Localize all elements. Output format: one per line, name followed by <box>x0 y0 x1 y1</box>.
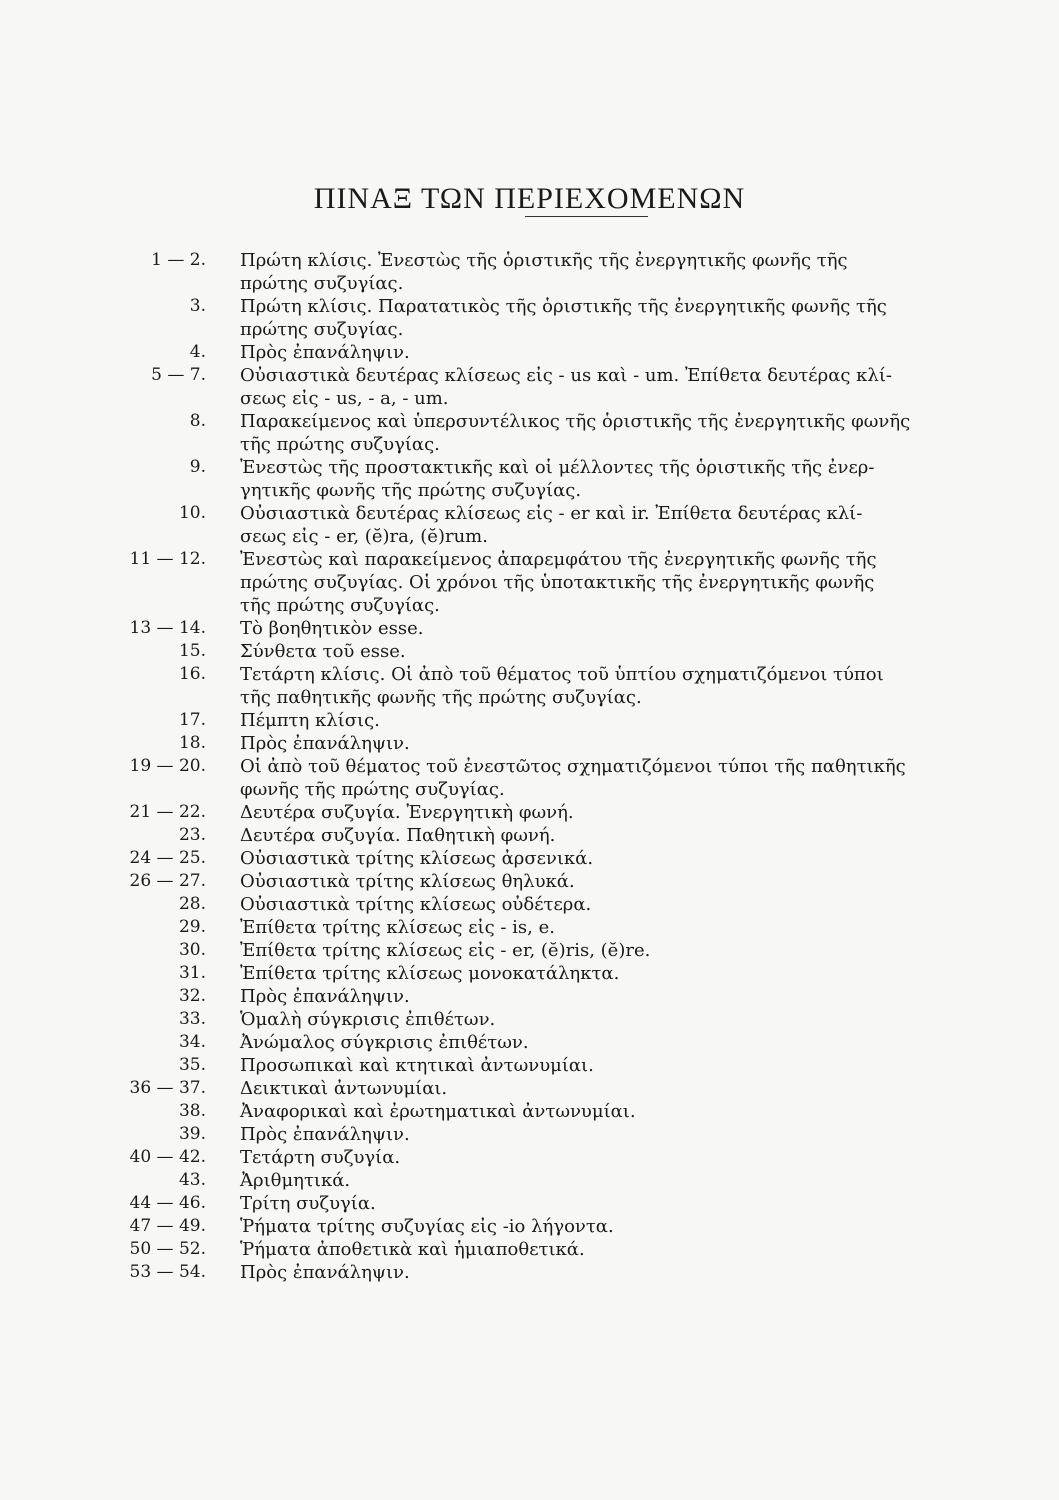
toc-entry-text <box>240 249 960 295</box>
toc-entry-text <box>240 341 960 364</box>
toc-entry <box>0 847 1059 870</box>
toc-entry-number: 30. <box>178 940 206 960</box>
toc-entry-text <box>240 617 960 640</box>
table-of-contents <box>0 249 1059 1284</box>
toc-entry-text <box>240 709 960 732</box>
toc-entry-number: 35. <box>178 1055 206 1075</box>
toc-entry-text <box>240 1100 960 1123</box>
toc-entry-line: Ἐνεστὼς καὶ παρακείμενος ἀπαρεμφάτου τῆς ἐνεργητικῆς φωνῆς τῆς <box>240 549 877 570</box>
toc-entry-line: Οἱ ἀπὸ τοῦ θέματος τοῦ ἐνεστῶτος σχηματιζόμενοι τύποι τῆς παθητικῆς <box>240 756 906 777</box>
toc-entry-text <box>240 1261 960 1284</box>
toc-entry-number: 18. <box>178 733 206 753</box>
toc-entry-text <box>240 732 960 755</box>
toc-entry <box>0 870 1059 893</box>
toc-entry-line: πρώτης συζυγίας. <box>240 319 404 340</box>
toc-entry-number: 10. <box>178 503 206 523</box>
toc-entry <box>0 1123 1059 1146</box>
toc-entry-line: τῆς παθητικῆς φωνῆς τῆς πρώτης συζυγίας. <box>240 687 642 708</box>
toc-entry <box>0 893 1059 916</box>
toc-entry <box>0 985 1059 1008</box>
toc-entry-number: 47 — 49. <box>129 1216 206 1236</box>
toc-entry-text <box>240 410 960 456</box>
toc-entry <box>0 1146 1059 1169</box>
toc-entry-text <box>240 1192 960 1215</box>
toc-entry-text <box>240 1031 960 1054</box>
toc-entry <box>0 732 1059 755</box>
toc-entry-line: Δευτέρα συζυγία. Ἐνεργητικὴ φωνή. <box>240 802 574 823</box>
toc-entry-number: 44 — 46. <box>129 1193 206 1213</box>
toc-entry-text <box>240 1123 960 1146</box>
toc-entry <box>0 1215 1059 1238</box>
toc-entry-line: Σύνθετα τοῦ esse. <box>240 641 406 662</box>
toc-entry-text <box>240 847 960 870</box>
toc-entry-line: Πρώτη κλίσις. Παρατατικὸς τῆς ὁριστικῆς τῆς ἐνεργητικῆς φωνῆς τῆς <box>240 296 887 317</box>
toc-entry-number: 8. <box>189 411 206 431</box>
toc-entry-text <box>240 1054 960 1077</box>
toc-entry-line: Ῥήματα τρίτης συζυγίας εἰς -io λήγοντα. <box>240 1216 614 1237</box>
toc-entry-number: 33. <box>178 1009 206 1029</box>
toc-entry <box>0 1238 1059 1261</box>
toc-entry-line: Πέμπτη κλίσις. <box>240 710 380 731</box>
toc-entry-number: 40 — 42. <box>129 1147 206 1167</box>
toc-entry-line: Ἀνώμαλος σύγκρισις ἐπιθέτων. <box>240 1032 529 1053</box>
toc-entry-line: σεως εἰς - er, (ĕ)ra, (ĕ)rum. <box>240 526 488 547</box>
toc-entry-text <box>240 962 960 985</box>
toc-entry-number: 28. <box>178 894 206 914</box>
toc-entry-line: Πρὸς ἐπανάληψιν. <box>240 1262 410 1283</box>
toc-entry-number: 50 — 52. <box>129 1239 206 1259</box>
toc-entry-line: Δευτέρα συζυγία. Παθητικὴ φωνή. <box>240 825 556 846</box>
toc-entry <box>0 962 1059 985</box>
toc-entry-number: 3. <box>189 296 206 316</box>
toc-entry <box>0 801 1059 824</box>
toc-entry-number: 5 — 7. <box>151 365 206 385</box>
toc-entry-number: 53 — 54. <box>129 1262 206 1282</box>
toc-entry-text <box>240 1146 960 1169</box>
toc-entry-text <box>240 456 960 502</box>
toc-entry-number: 9. <box>189 457 206 477</box>
toc-entry-text <box>240 985 960 1008</box>
toc-entry-text <box>240 916 960 939</box>
toc-entry <box>0 548 1059 617</box>
toc-entry <box>0 1054 1059 1077</box>
toc-entry-number: 15. <box>178 641 206 661</box>
toc-entry-line: φωνῆς τῆς πρώτης συζυγίας. <box>240 779 505 800</box>
toc-entry <box>0 456 1059 502</box>
toc-entry-line: Ὁμαλὴ σύγκρισις ἐπιθέτων. <box>240 1009 496 1030</box>
toc-entry <box>0 364 1059 410</box>
toc-entry-number: 24 — 25. <box>129 848 206 868</box>
toc-entry-line: Πρὸς ἐπανάληψιν. <box>240 1124 410 1145</box>
toc-entry-text <box>240 1215 960 1238</box>
toc-entry-line: Δεικτικαὶ ἀντωνυμίαι. <box>240 1078 448 1099</box>
toc-entry <box>0 1192 1059 1215</box>
toc-entry-text <box>240 801 960 824</box>
toc-entry-text <box>240 755 960 801</box>
toc-entry-line: Τὸ βοηθητικὸν esse. <box>240 618 424 639</box>
toc-entry-line: Οὐσιαστικὰ δευτέρας κλίσεως εἰς - er καὶ ir. Ἐπίθετα δευτέρας κλί- <box>240 503 863 524</box>
toc-entry-number: 11 — 12. <box>129 549 206 569</box>
toc-entry-line: Πρώτη κλίσις. Ἐνεστὼς τῆς ὁριστικῆς τῆς ἐνεργητικῆς φωνῆς τῆς <box>240 250 848 271</box>
toc-entry-line: Πρὸς ἐπανάληψιν. <box>240 986 410 1007</box>
toc-entry <box>0 824 1059 847</box>
toc-entry-number: 32. <box>178 986 206 1006</box>
toc-entry <box>0 1261 1059 1284</box>
toc-entry-line: Ἐπίθετα τρίτης κλίσεως εἰς - er, (ĕ)ris, (ĕ)re. <box>240 940 651 961</box>
toc-entry-number: 38. <box>178 1101 206 1121</box>
toc-entry <box>0 1031 1059 1054</box>
toc-entry <box>0 1008 1059 1031</box>
toc-entry-number: 21 — 22. <box>129 802 206 822</box>
toc-entry-number: 1 — 2. <box>151 250 206 270</box>
toc-entry-line: τῆς πρώτης συζυγίας. <box>240 595 440 616</box>
toc-entry-line: Ἐνεστὼς τῆς προστακτικῆς καὶ οἱ μέλλοντες τῆς ὁριστικῆς τῆς ἐνερ- <box>240 457 875 478</box>
toc-entry-line: πρώτης συζυγίας. <box>240 273 404 294</box>
toc-entry-text <box>240 939 960 962</box>
toc-entry-line: Ἀριθμητικά. <box>240 1170 351 1191</box>
toc-entry-line: Ἀναφορικαὶ καὶ ἐρωτηματικαὶ ἀντωνυμίαι. <box>240 1101 636 1122</box>
toc-entry-number: 4. <box>189 342 206 362</box>
toc-entry-text <box>240 364 960 410</box>
toc-entry-line: Ῥήματα ἀποθετικὰ καὶ ἡμιαποθετικά. <box>240 1239 585 1260</box>
toc-entry-number: 34. <box>178 1032 206 1052</box>
toc-entry-text <box>240 893 960 916</box>
toc-entry-number: 39. <box>178 1124 206 1144</box>
toc-entry-number: 36 — 37. <box>129 1078 206 1098</box>
toc-entry-line: Πρὸς ἐπανάληψιν. <box>240 342 410 363</box>
toc-entry-number: 19 — 20. <box>129 756 206 776</box>
toc-entry-number: 13 — 14. <box>129 618 206 638</box>
toc-entry-line: Προσωπικαὶ καὶ κτητικαὶ ἀντωνυμίαι. <box>240 1055 594 1076</box>
toc-entry <box>0 617 1059 640</box>
toc-entry-line: Ἐπίθετα τρίτης κλίσεως μονοκατάληκτα. <box>240 963 620 984</box>
title-rule <box>525 216 648 217</box>
toc-entry-line: Τετάρτη κλίσις. Οἱ ἀπὸ τοῦ θέματος τοῦ ὑπτίου σχηματιζόμενοι τύποι <box>240 664 884 685</box>
toc-entry <box>0 410 1059 456</box>
toc-entry-line: Πρὸς ἐπανάληψιν. <box>240 733 410 754</box>
toc-entry-text <box>240 1238 960 1261</box>
toc-entry-line: Ἐπίθετα τρίτης κλίσεως εἰς - is, e. <box>240 917 555 938</box>
toc-entry <box>0 640 1059 663</box>
toc-entry-line: τῆς πρώτης συζυγίας. <box>240 434 440 455</box>
toc-entry <box>0 916 1059 939</box>
toc-entry-line: γητικῆς φωνῆς τῆς πρώτης συζυγίας. <box>240 480 582 501</box>
toc-entry-text <box>240 870 960 893</box>
toc-entry-line: Τρίτη συζυγία. <box>240 1193 376 1214</box>
toc-entry-number: 16. <box>178 664 206 684</box>
toc-entry-text <box>240 824 960 847</box>
toc-entry <box>0 1077 1059 1100</box>
toc-entry-line: Οὐσιαστικὰ τρίτης κλίσεως οὐδέτερα. <box>240 894 592 915</box>
toc-entry-text <box>240 663 960 709</box>
toc-entry <box>0 709 1059 732</box>
toc-entry <box>0 341 1059 364</box>
toc-entry <box>0 755 1059 801</box>
toc-entry-line: σεως εἰς - us, - a, - um. <box>240 388 449 409</box>
toc-entry <box>0 295 1059 341</box>
toc-entry-number: 31. <box>178 963 206 983</box>
toc-entry-line: Οὐσιαστικὰ δευτέρας κλίσεως εἰς - us καὶ - um. Ἐπίθετα δευτέρας κλί- <box>240 365 892 386</box>
toc-entry-text <box>240 640 960 663</box>
toc-entry-text <box>240 1077 960 1100</box>
toc-entry-line: Τετάρτη συζυγία. <box>240 1147 401 1168</box>
toc-entry-text <box>240 1008 960 1031</box>
toc-entry-line: Παρακείμενος καὶ ὑπερσυντέλικος τῆς ὁριστικῆς τῆς ἐνεργητικῆς φωνῆς <box>240 411 911 432</box>
toc-entry-text <box>240 295 960 341</box>
toc-entry-number: 43. <box>178 1170 206 1190</box>
toc-entry-text <box>240 1169 960 1192</box>
toc-entry <box>0 502 1059 548</box>
toc-entry <box>0 1169 1059 1192</box>
toc-entry-line: πρώτης συζυγίας. Οἱ χρόνοι τῆς ὑποτακτικῆς τῆς ἐνεργητικῆς φωνῆς <box>240 572 875 593</box>
page-title: ΠΙΝΑΞ ΤΩΝ ΠΕΡΙΕΧΟΜΕΝΩΝ <box>313 182 746 216</box>
toc-entry <box>0 663 1059 709</box>
toc-entry-number: 23. <box>178 825 206 845</box>
toc-entry <box>0 1100 1059 1123</box>
toc-entry-number: 17. <box>178 710 206 730</box>
toc-entry-line: Οὐσιαστικὰ τρίτης κλίσεως θηλυκά. <box>240 871 575 892</box>
toc-entry-text <box>240 502 960 548</box>
toc-entry-line: Οὐσιαστικὰ τρίτης κλίσεως ἀρσενικά. <box>240 848 594 869</box>
toc-entry-number: 26 — 27. <box>129 871 206 891</box>
toc-entry <box>0 249 1059 295</box>
toc-entry-number: 29. <box>178 917 206 937</box>
toc-entry-text <box>240 548 960 617</box>
toc-entry <box>0 939 1059 962</box>
